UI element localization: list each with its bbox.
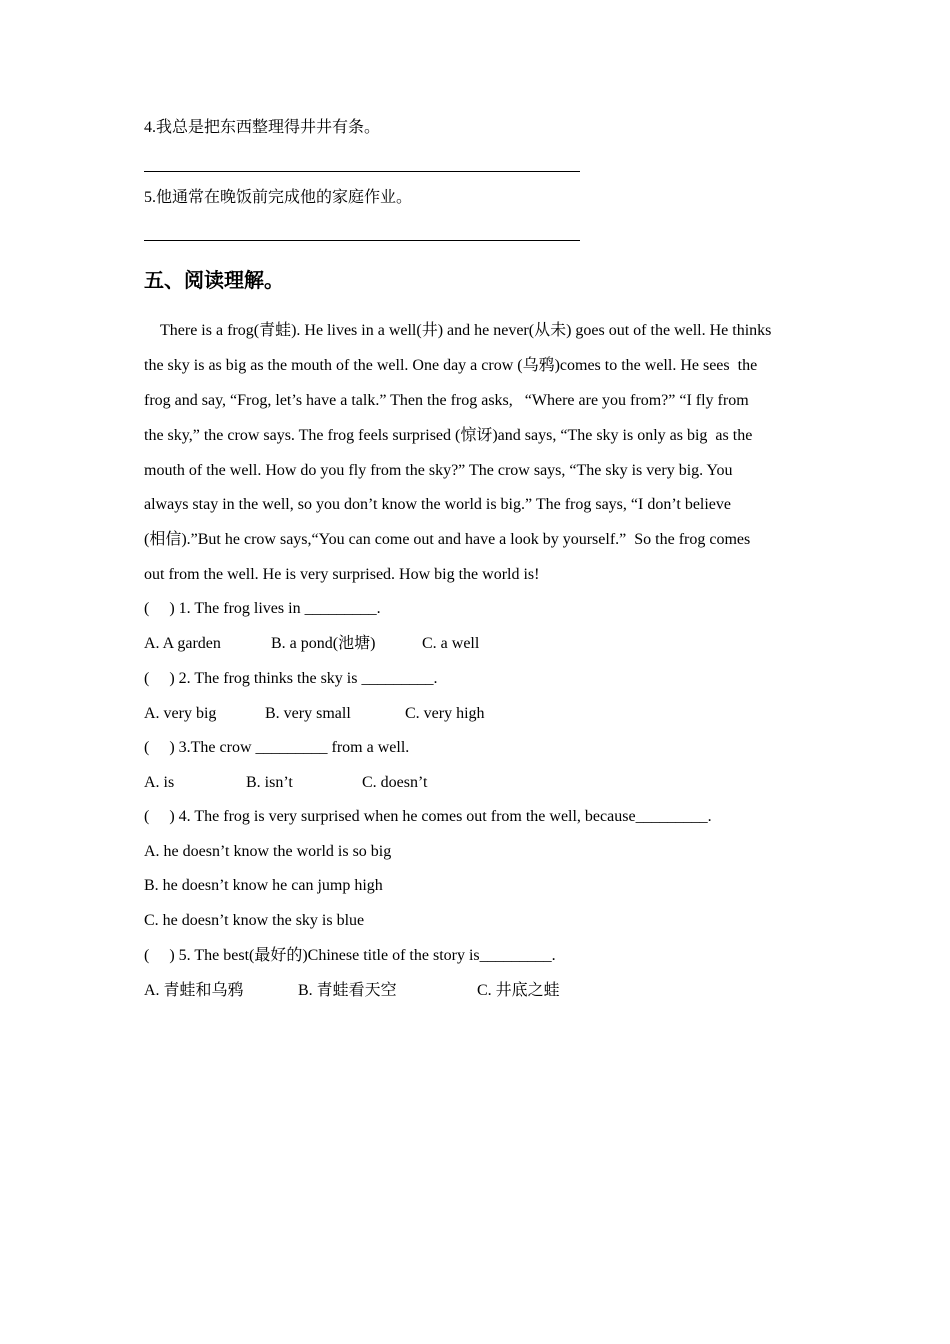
answer-line-q5[interactable] — [144, 240, 580, 241]
option-a[interactable]: A. 青蛙和乌鸦 — [144, 982, 244, 999]
option-a[interactable]: A. is — [144, 774, 175, 791]
option-a[interactable]: A. he doesn’t know the world is so big — [144, 843, 392, 860]
option-a[interactable]: A. A garden — [144, 635, 221, 652]
answer-line-q4[interactable] — [144, 171, 580, 172]
translation-q4: 4.我总是把东西整理得井井有条。 — [144, 119, 381, 136]
passage-line: the sky is as big as the mouth of the well. One day a crow (乌鸦)comes to the well. He sees the — [144, 357, 758, 374]
option-c[interactable]: C. doesn’t — [362, 774, 428, 791]
option-b[interactable]: B. isn’t — [246, 774, 293, 791]
passage-line: always stay in the well, so you don’t know the world is big.” The frog says, “I don’t believe — [144, 496, 732, 513]
option-b[interactable]: B. a pond(池塘) — [271, 635, 376, 652]
option-c[interactable]: C. very high — [405, 705, 485, 722]
option-b[interactable]: B. very small — [265, 705, 351, 722]
question-4-stem[interactable]: ( ) 4. The frog is very surprised when he comes out from the well, because_________. — [144, 808, 712, 825]
option-c[interactable]: C. 井底之蛙 — [477, 982, 560, 999]
passage-line: There is a frog(青蛙). He lives in a well(井) and he never(从未) goes out of the well. He thinks — [160, 322, 772, 339]
option-b[interactable]: B. 青蛙看天空 — [298, 982, 397, 999]
option-c[interactable]: C. a well — [422, 635, 480, 652]
question-1-stem[interactable]: ( ) 1. The frog lives in _________. — [144, 600, 381, 617]
question-5-options — [144, 981, 560, 1081]
passage-line: (相信).”But he crow says,“You can come out and have a look by yourself.” So the frog comes — [144, 531, 751, 548]
option-a[interactable]: A. very big — [144, 705, 217, 722]
section-title: 五、阅读理解。 — [144, 270, 284, 292]
option-c[interactable]: C. he doesn’t know the sky is blue — [144, 912, 365, 929]
translation-q5: 5.他通常在晚饭前完成他的家庭作业。 — [144, 189, 413, 206]
question-2-stem[interactable]: ( ) 2. The frog thinks the sky is _________. — [144, 670, 438, 687]
question-5-stem[interactable]: ( ) 5. The best(最好的)Chinese title of the story is_________. — [144, 947, 556, 964]
passage-line: out from the well. He is very surprised. How big the world is! — [144, 566, 540, 583]
option-b[interactable]: B. he doesn’t know he can jump high — [144, 877, 383, 894]
passage-line: the sky,” the crow says. The frog feels surprised (惊讶)and says, “The sky is only as big as the — [144, 427, 753, 444]
passage-line: frog and say, “Frog, let’s have a talk.” Then the frog asks, “Where are you from?” “I fly from — [144, 392, 749, 409]
question-3-stem[interactable]: ( ) 3.The crow _________ from a well. — [144, 739, 410, 756]
passage-line: mouth of the well. How do you fly from the sky?” The crow says, “The sky is very big. You — [144, 462, 733, 479]
